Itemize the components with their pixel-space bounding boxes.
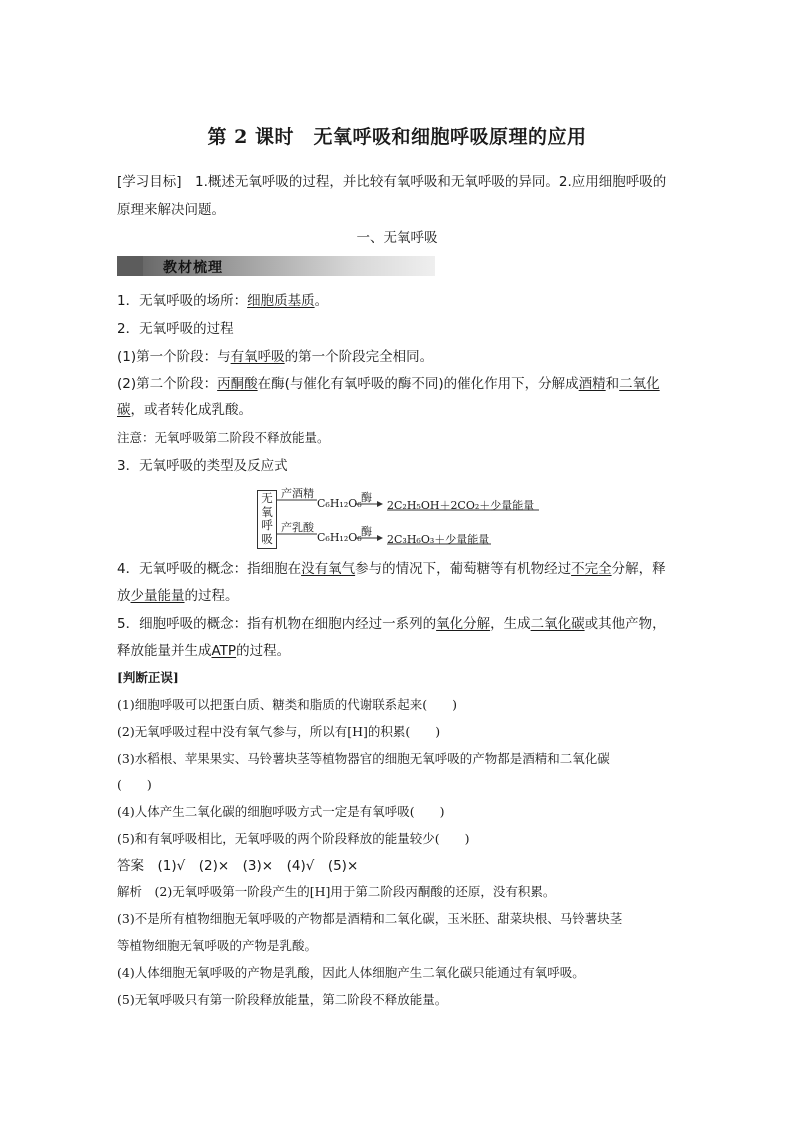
text: 放 (117, 588, 131, 604)
text: (2)第二个阶段： (117, 376, 218, 392)
answer-blank: ATP (211, 643, 237, 659)
item-5-line-1 (117, 614, 666, 634)
analysis-4: (4)人体细胞无氧呼吸的产物是乳酸，因此人体细胞产生二氧化碳只能通过有氧呼吸。 (117, 965, 585, 980)
item-2: 2．无氧呼吸的过程 (117, 321, 234, 337)
banner-label: 教材梳理 (163, 260, 223, 276)
reaction-diagram (257, 488, 547, 550)
answer-blank: 氧化分解 (436, 616, 491, 632)
judge-q1: (1)细胞呼吸可以把蛋白质、糖类和脂质的代谢联系起来( ) (117, 697, 457, 712)
answer-blank: 细胞质基质 (247, 293, 315, 309)
text: ，或者转化成乳酸。 (130, 402, 252, 418)
enzyme-label-1: 酶 (361, 491, 372, 504)
box-char: 呼 (261, 518, 273, 532)
banner-tip (117, 256, 143, 276)
text: 的过程。 (236, 643, 291, 659)
answer-blank: 没有氧气 (301, 561, 356, 577)
text: 分解，释 (611, 561, 666, 577)
item-2-stage-2-line-2 (117, 400, 252, 420)
text: (1)第一个阶段：与 (117, 349, 231, 365)
item-3: 3．无氧呼吸的类型及反应式 (117, 458, 288, 474)
item-5-line-2 (117, 641, 290, 661)
item-1-prefix: 1．无氧呼吸的场所： (117, 293, 248, 309)
item-4-line-1 (117, 559, 666, 579)
item-4-line-2 (117, 586, 239, 606)
text: 释放能量并生成 (117, 643, 212, 659)
judge-q2: (2)无氧呼吸过程中没有氧气参与，所以有[H]的积累( ) (117, 724, 441, 739)
section-heading: 一、无氧呼吸 (356, 230, 438, 246)
item-1-suffix: 。 (314, 293, 329, 309)
text: 的过程。 (184, 588, 239, 604)
judge-q3-line-2: ( ) (117, 777, 152, 792)
answer-blank: 有氧呼吸 (230, 349, 285, 365)
branch-label-alcohol: 产酒精 (281, 487, 314, 500)
answer-blank: 不完全 (571, 561, 612, 577)
answer-blank: 少量能量 (130, 588, 185, 604)
text: ，生成 (490, 616, 531, 632)
reactant-glucose-2: C₆H₁₂O₆ (317, 531, 362, 544)
text: 参与的情况下，葡萄糖等有机物经过 (355, 561, 572, 577)
text: 在酶(与催化有氧呼吸的酶不同)的催化作用下，分解成 (257, 376, 579, 392)
analysis-2: 解析 (2)无氧呼吸第一阶段产生的[H]用于第二阶段丙酮酸的还原，没有积累。 (117, 884, 556, 899)
item-1 (117, 291, 328, 311)
judge-q4: (4)人体产生二氧化碳的细胞呼吸方式一定是有氧呼吸( ) (117, 804, 445, 819)
judge-heading: [判断正误] (117, 670, 179, 685)
box-char: 吸 (261, 531, 273, 546)
analysis-3-line-1: (3)不是所有植物细胞无氧呼吸的产物都是酒精和二氧化碳，玉米胚、甜菜块根、马铃薯块茎 (117, 911, 623, 926)
answer-blank: 二氧化碳 (530, 616, 585, 632)
answer-blank: 丙酮酸 (217, 376, 258, 392)
text: 和 (605, 376, 620, 392)
judge-q3-line-1: (3)水稻根、苹果果实、马铃薯块茎等植物器官的细胞无氧呼吸的产物都是酒精和二氧化碳 (117, 751, 610, 766)
analysis-5: (5)无氧呼吸只有第一阶段释放能量，第二阶段不释放能量。 (117, 992, 448, 1007)
text: 4．无氧呼吸的概念：指细胞在 (117, 561, 302, 577)
item-2-stage-2-line-1 (117, 374, 660, 394)
answer-line: 答案 (1)√ (2)× (3)× (4)√ (5)× (117, 858, 359, 874)
note: 注意：无氧呼吸第二阶段不释放能量。 (117, 430, 330, 445)
item-2-stage-1 (117, 347, 433, 367)
learning-objective-line-2: 原理来解决问题。 (117, 202, 225, 218)
judge-q5: (5)和有氧呼吸相比，无氧呼吸的两个阶段释放的能量较少( ) (117, 831, 470, 846)
answer-blank: 碳 (117, 402, 131, 418)
reactant-glucose-1: C₆H₁₂O₆ (317, 497, 362, 510)
learning-objective-line-1: [学习目标] 1.概述无氧呼吸的过程，并比较有氧呼吸和无氧呼吸的异同。2.应用细胞呼吸的 (117, 174, 667, 190)
anaerobic-label-box (257, 490, 277, 549)
answer-blank: 酒精 (578, 376, 606, 392)
product-lactic-acid: 2C₃H₆O₃＋少量能量 (387, 533, 490, 546)
answer-blank: 二氧化 (619, 376, 660, 392)
box-char: 无 (261, 491, 273, 505)
analysis-3-line-2: 等植物细胞无氧呼吸的产物是乳酸。 (117, 938, 318, 953)
box-char: 氧 (261, 504, 273, 519)
lesson-title: 第 2 课时 无氧呼吸和细胞呼吸原理的应用 (207, 126, 587, 148)
product-alcohol: 2C₂H₅OH＋2CO₂＋少量能量 (387, 499, 535, 512)
section-banner (117, 256, 435, 276)
text: 或其他产物， (584, 616, 666, 632)
branch-label-lactic: 产乳酸 (281, 521, 314, 534)
enzyme-label-2: 酶 (361, 525, 372, 538)
text: 5．细胞呼吸的概念：指有机物在细胞内经过一系列的 (117, 616, 437, 632)
text: 的第一个阶段完全相同。 (284, 349, 434, 365)
